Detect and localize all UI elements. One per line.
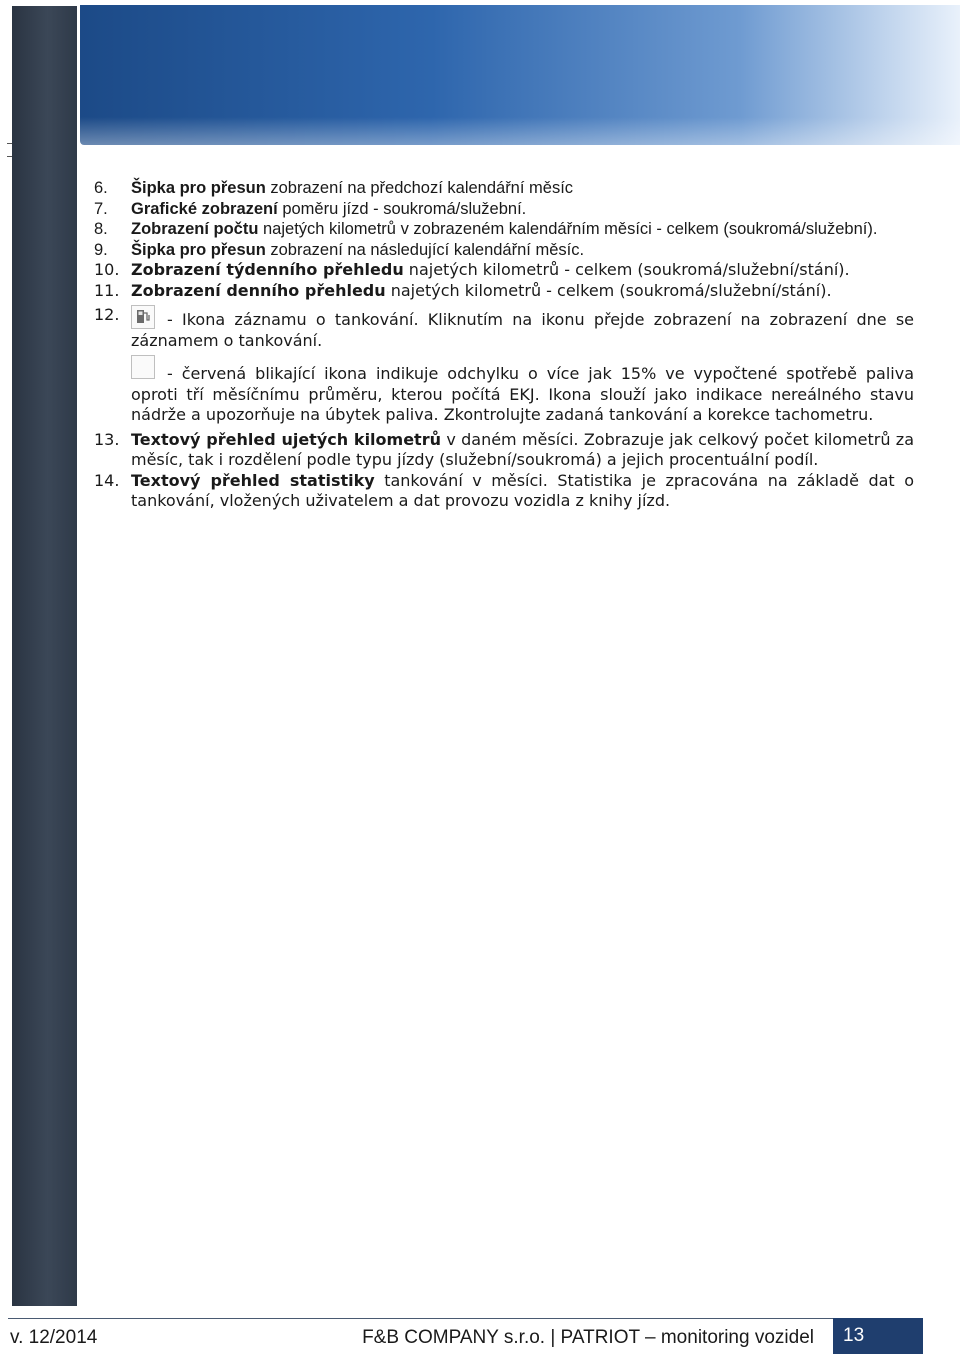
list-item — [94, 219, 914, 240]
item-heading: Zobrazení denního přehledu — [131, 280, 386, 300]
page-footer — [0, 1318, 960, 1356]
footer-divider — [8, 1318, 833, 1319]
list-item — [94, 305, 914, 351]
item-heading: Šipka pro přesun — [131, 240, 266, 259]
list-item — [94, 430, 914, 471]
item-number: 9. — [94, 240, 108, 259]
header-banner — [80, 5, 960, 145]
list-item — [94, 240, 914, 261]
item-number: 10. — [94, 260, 120, 279]
item-number: 13. — [94, 429, 120, 449]
margin-tick — [7, 143, 12, 144]
margin-tick — [7, 156, 12, 157]
item-text: - červená blikající ikona indikuje odchylku o více jak 15% ve vypočtené spotřebě paliva oproti tří měsíčnímu průměru, kterou počítá EKJ. Ikona slouží jako indikace nereálného stavu nádrže a upozorňuje na úbytek paliva. Zkontrolujte zadaná tankování a korekce tachometru. — [131, 364, 914, 424]
list-subitem — [131, 355, 914, 426]
list-item — [94, 178, 914, 199]
item-text: najetých kilometrů v zobrazeném kalendářním měsíci - celkem (soukromá/služební). — [258, 220, 878, 238]
item-number: 8. — [94, 220, 108, 238]
list-item — [94, 281, 914, 302]
item-heading: Zobrazení týdenního přehledu — [131, 260, 404, 279]
item-heading: Textový přehled statistiky — [131, 470, 375, 490]
item-heading: Grafické zobrazení — [131, 199, 278, 218]
blinking-fuel-warning-icon — [131, 355, 155, 379]
item-heading: Zobrazení počtu — [131, 220, 259, 238]
item-number: 12. — [94, 305, 120, 324]
item-text: zobrazení na následující kalendářní měsíc. — [265, 240, 585, 259]
item-text: najetých kilometrů - celkem (soukromá/služební/stání). — [385, 280, 832, 300]
document-body — [94, 178, 914, 512]
item-number: 6. — [94, 179, 108, 197]
fuel-pump-icon[interactable] — [131, 305, 155, 329]
item-text: tankování v měsíci. Statistika je zpracována na základě dat o tankování, vložených uživatelem a dat provozu vozidla z knihy jízd. — [131, 470, 914, 510]
item-text: poměru jízd - soukromá/služební. — [277, 199, 527, 218]
item-text: najetých kilometrů - celkem (soukromá/služební/stání). — [403, 260, 850, 279]
left-sidebar-bar — [12, 6, 77, 1306]
list-item — [94, 471, 914, 512]
page-number: 13 — [833, 1318, 923, 1354]
footer-version: v. 12/2014 — [10, 1327, 98, 1348]
item-heading: Textový přehled ujetých kilometrů — [131, 429, 441, 449]
item-text: zobrazení na předchozí kalendářní měsíc — [265, 179, 574, 197]
footer-title: F&B COMPANY s.r.o. | PATRIOT – monitoring vozidel — [362, 1327, 814, 1348]
item-number: 11. — [94, 280, 120, 300]
item-number: 7. — [94, 199, 108, 218]
list-item — [94, 260, 914, 281]
item-text: v daném měsíci. Zobrazuje jak celkový počet kilometrů za měsíc, tak i rozdělení podle typu jízdy (služební/soukromá) a jejich procentuální podíl. — [131, 429, 915, 469]
list-item — [94, 199, 914, 220]
fuel-pump-glyph — [136, 309, 150, 324]
item-text: - Ikona záznamu o tankování. Kliknutím na ikonu přejde zobrazení na zobrazení dne se záznamem o tankování. — [131, 310, 914, 350]
item-number: 14. — [94, 470, 120, 490]
item-heading: Šipka pro přesun — [131, 179, 266, 197]
